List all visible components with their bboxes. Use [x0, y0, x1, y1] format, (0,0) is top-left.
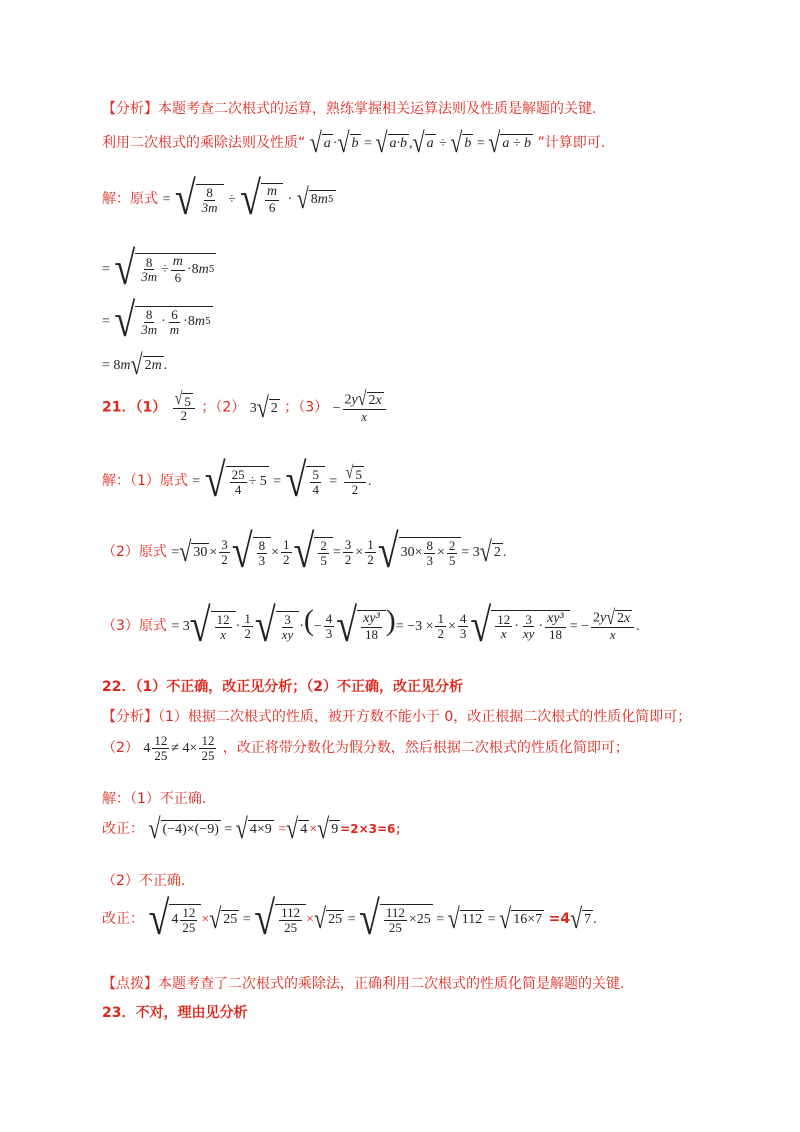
solution-line: [102, 172, 336, 226]
q22-fix-2-formula: √ 4 $\frac{12}{25}$ × √ 25 = √ $\frac{112}{25}$ × √ 25 = √ $\frac{112}{25}$ ×25 = √ 112 = √ 16×7: [148, 892, 543, 946]
q21-answer-3: − 2y √ 2 x x: [333, 400, 388, 416]
q22-fix-2-result: =4 √ 7 .: [548, 902, 597, 935]
eq-4: = 8m √ 2 m .: [102, 348, 168, 381]
q23-answer: 23．不对，理由见分析: [102, 1005, 248, 1021]
analysis-line-2-text-a: 利用二次根式的乘除法则及性质“: [102, 135, 306, 151]
eq-2: = √ $\frac{8}{3m}$ ÷ $\frac{m}{6}$ ·8 m 5: [102, 242, 215, 296]
q21-answer-1: √ 5 2: [171, 400, 202, 416]
q21-sol-3-label: （3）原式: [102, 618, 167, 634]
q22-fix-1: [102, 812, 408, 845]
q22-analysis-2-label: （2）: [102, 740, 139, 757]
q22-analysis-2-formula: 4 $\frac{12}{25}$ ≠ 4× $\frac{12}{25}$: [143, 733, 215, 763]
q21-sol-2: [102, 525, 507, 579]
q21-sol-3-formula: = 3 √ $\frac{12}{x}$ · $\frac{1}{2}$ √ $\frac{3}{xy}$ ·(− $\frac{4}{3}$ √ $\frac{\text{xy³}}{18}$ )= −3 × $\frac{1}{2}$ × $\frac{4}{3}$ √ $\frac{12}{x}$ · $\frac{3}{xy}$ · $\frac{\text{xy³}}{18}$ = − 2y √ 2 x x .: [171, 599, 640, 653]
q21-sol-2-label: （2）原式: [102, 544, 167, 560]
q22-fix-2: [102, 892, 597, 946]
q22-sol-2: （2）不正确.: [102, 873, 186, 889]
q21-sep-3: ；（3）: [284, 399, 329, 416]
q21-sol-1: [102, 454, 372, 508]
q22-sol-1: 解：（1）不正确.: [102, 791, 207, 807]
q21-answers: [102, 388, 388, 424]
analysis-line-1: 【分析】本题考查二次根式的运算，熟练掌握相关运算法则及性质是解题的关键.: [102, 101, 597, 117]
solution-label: 解：原式: [102, 191, 158, 207]
q21-sol-3: [102, 599, 640, 653]
q21-sep-2: ；（2）: [201, 399, 246, 416]
eq-1: = √ $\frac{8}{3m}$ ÷ √ $\frac{m}{6}$ · √ 8 m 5: [162, 172, 334, 226]
q22-analysis-1: 【分析】（1）根据二次根式的性质，被开方数不能小于 0，改正根据二次根式的性质化简即可；: [102, 709, 692, 725]
q22-analysis-2: [102, 734, 629, 762]
q21-sol-1-label: 解：（1）原式: [102, 473, 188, 489]
q22-fix-2-label: 改正：: [102, 911, 144, 927]
eq-3: = √ $\frac{8}{3m}$ · $\frac{6}{m}$ ·8 m 5: [102, 294, 211, 348]
analysis-line-2-text-b: ”计算即可.: [537, 135, 606, 151]
q22-answers: 22．（1）不正确，改正见分析；（2）不正确，改正见分析: [102, 679, 463, 695]
q22-fix-1-result: = √ 4 × √ 9 =2×3=6；: [278, 812, 408, 845]
analysis-line-2: [102, 126, 606, 159]
q21-sol-1-formula: = √ $\frac{25}{4}$ ÷ 5 = √ $\frac{5}{4}$ = √ 5 2 .: [192, 454, 372, 508]
q22-analysis-2-text: ，改正将带分数化为假分数，然后根据二次根式的性质化简即可；: [222, 740, 629, 757]
formula-sqrt-rules: √ a · √ b = √ a·b , √ a ÷ √ b = √ a ÷ b: [309, 126, 532, 159]
q22-fix-1-label: 改正：: [102, 821, 144, 837]
q21-number: 21．（1）: [102, 399, 167, 416]
q22-fix-1-formula: √ (−4)×(−9) = √ 4×9: [148, 812, 272, 845]
tip-line: 【点拨】本题考查了二次根式的乘除法，正确利用二次根式的性质化简是解题的关键.: [102, 976, 625, 992]
q21-sol-2-formula: = √ 30 × $\frac{3}{2}$ √ $\frac{8}{3}$ × $\frac{1}{2}$ √ $\frac{2}{5}$ = $\frac{3}{2}$ × $\frac{1}{2}$ √ 30× $\frac{8}{3}$ × $\frac{2}{5}$ = 3 √ 2 .: [171, 525, 507, 579]
q21-answer-2: 3 √ 2: [249, 390, 278, 424]
